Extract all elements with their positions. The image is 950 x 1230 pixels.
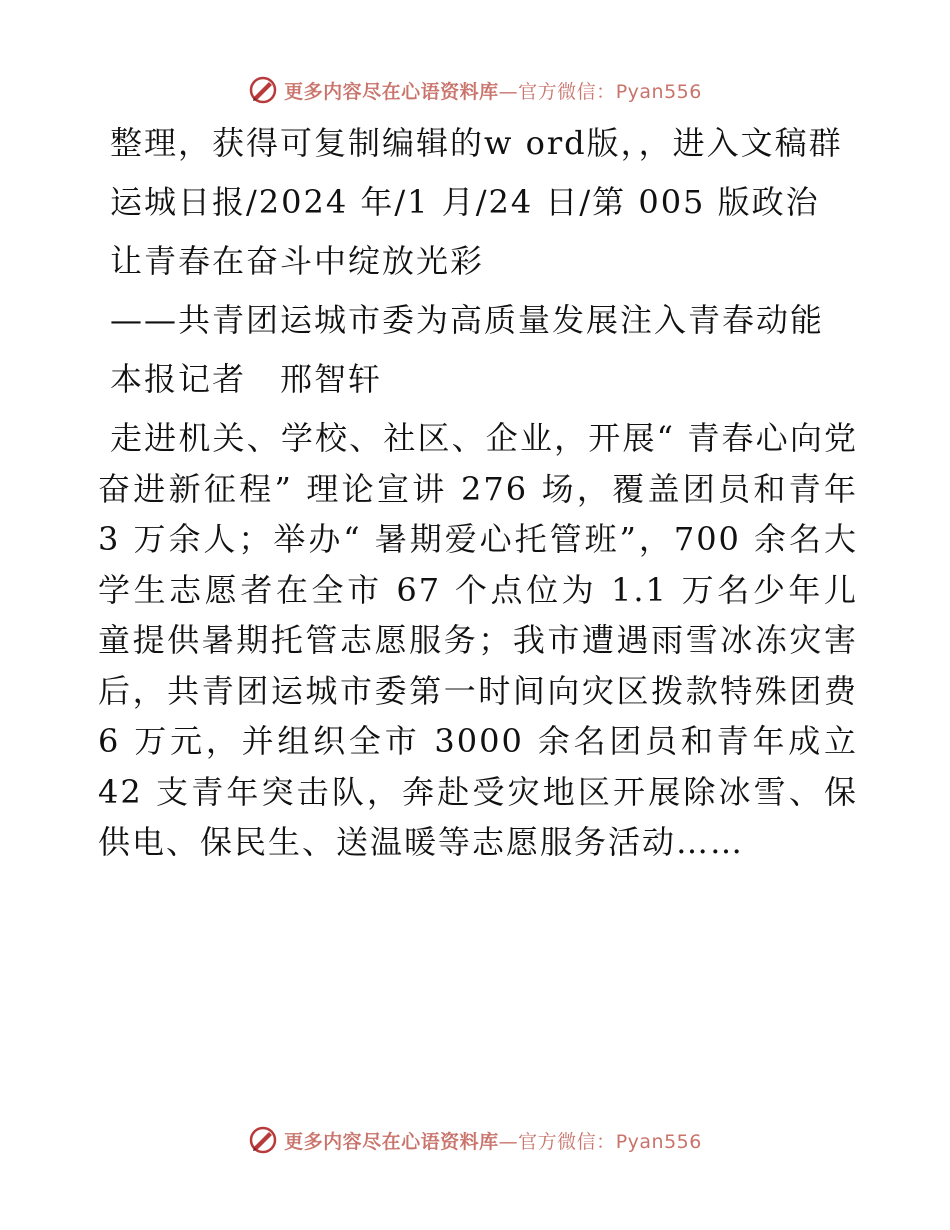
pen-swirl-logo-icon bbox=[248, 75, 278, 105]
watermark-source: 更多内容尽在心语资料库 bbox=[284, 1130, 499, 1153]
dateline: 运城日报/2024 年/1 月/24 日/第 005 版政治 bbox=[110, 183, 820, 221]
headline: 让青春在奋斗中绽放光彩 bbox=[110, 242, 485, 280]
pen-swirl-logo-icon bbox=[248, 1125, 278, 1155]
watermark-banner-top bbox=[0, 70, 950, 110]
watermark-banner-bottom bbox=[0, 1120, 950, 1160]
byline: 本报记者 邢智轩 bbox=[110, 360, 383, 398]
subheadline: ——共青团运城市委为高质量发展注入青春动能 bbox=[110, 301, 825, 339]
watermark-source: 更多内容尽在心语资料库 bbox=[284, 80, 499, 103]
body-paragraph: 走进机关、学校、社区、企业，开展“ 青春心向党 奋进新征程” 理论宣讲 276 场，覆盖团员和青年 3 万余人；举办“ 暑期爱心托管班”，700 余名大学生志愿者在全市 67 个点位为 1.1 万名少年儿童提供暑期托管志愿服务；我市遭遇雨雪冰冻灾害后，共青团运城市委第一时间向灾区拨款特殊团费 6 万元，并组织全市 3000 余名团员和青年成立 42 支青年突击队，奔赴受灾地区开展除冰雪、保供电、保民生、送温暖等志愿服务活动…… bbox=[98, 419, 858, 861]
intro-line: 整理，获得可复制编辑的w ord版，，进入文稿群 bbox=[110, 124, 843, 162]
watermark-wechat-label: 官方微信： bbox=[518, 80, 616, 103]
watermark-text bbox=[284, 77, 702, 104]
watermark-wechat-label: 官方微信： bbox=[518, 1130, 616, 1153]
watermark-wechat-id: Pyan556 bbox=[615, 80, 702, 103]
watermark-dash: — bbox=[498, 1130, 519, 1153]
watermark-wechat-id: Pyan556 bbox=[615, 1130, 702, 1153]
document-content bbox=[98, 118, 858, 877]
watermark-text bbox=[284, 1127, 702, 1154]
watermark-dash: — bbox=[498, 80, 519, 103]
